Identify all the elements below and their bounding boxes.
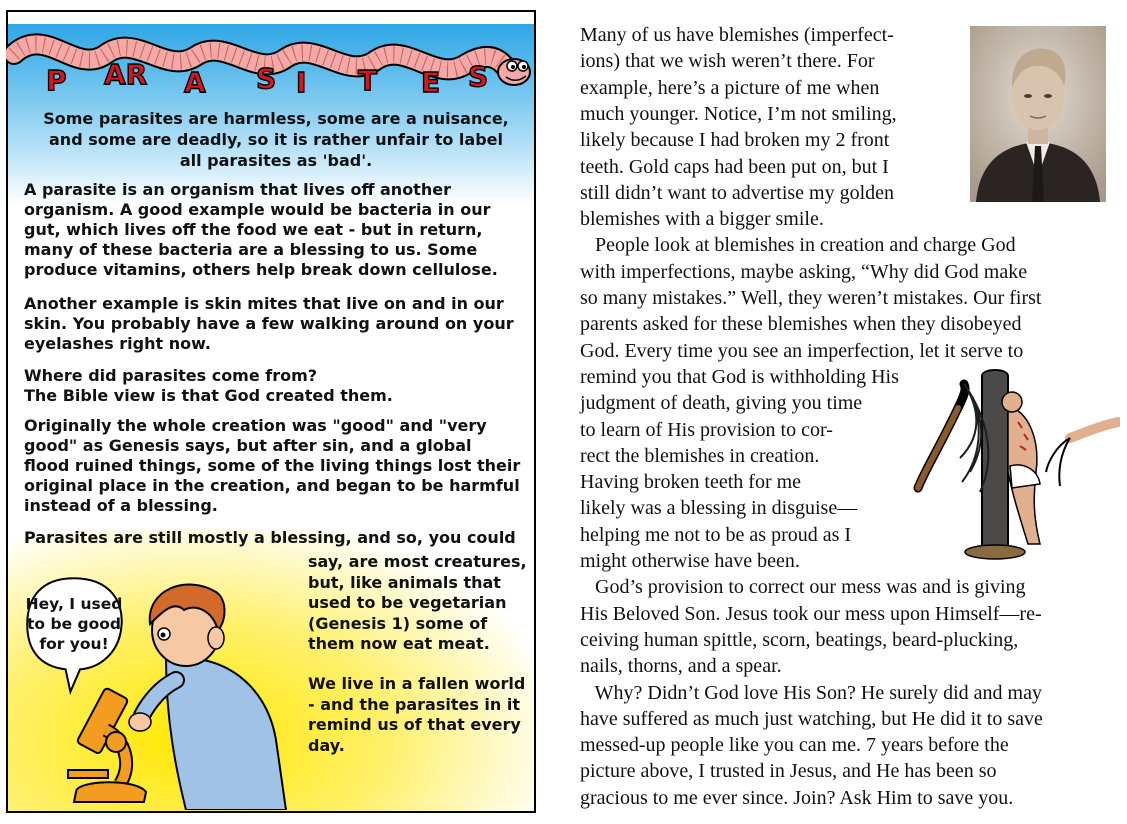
paragraph-origin	[24, 366, 522, 406]
banner-letter-ar: AR	[104, 58, 148, 91]
text-line: helping me not to be as proud as I	[580, 523, 852, 546]
parasites-comic-panel	[6, 10, 538, 815]
text-line: People look at blemishes in creation and charge God	[580, 234, 1016, 257]
text-line: to learn of His provision to cor-	[580, 418, 833, 441]
text-line: God. Every time you see an imperfection, let it serve to	[580, 339, 1024, 362]
text-line: have suffered as much just watching, but He did it to save	[580, 707, 1043, 730]
banner-letter-s: S	[256, 62, 277, 95]
intro-text: Some parasites are harmless, some are a nuisance, and some are deadly, so it is rather unfair to label all parasites as 'bad'.	[43, 109, 509, 170]
text-line: ions) that we wish weren’t there. For	[580, 50, 875, 73]
paragraph-blessing-continued: say, are most creatures, but, like animals that used to be vegetarian (Genesis 1) some of them now eat meat.	[308, 552, 527, 653]
paragraph-skin-mites: Another example is skin mites that live on and in our skin. You probably have a few walking around on your eyelashes right now.	[24, 294, 514, 353]
banner-letter-a: A	[184, 66, 206, 99]
text-line: teeth. Gold caps had been put on, but I	[580, 155, 889, 178]
text-line: parents asked for these blemishes when they disobeyed	[580, 313, 1022, 336]
parasites-banner-worm	[6, 10, 538, 110]
banner-letter-p: P	[46, 64, 67, 97]
text-line: judgment of death, giving you time	[580, 392, 863, 415]
portrait-photo	[970, 26, 1106, 202]
paragraph-creation: Originally the whole creation was "good" and "very good" as Genesis says, but after sin, and a global flood ruined things, some of the living things lost their original place in the creation, and began to be harmful instead of a blessing.	[24, 416, 521, 515]
text-line: likely was a blessing in disguise—	[580, 497, 858, 520]
scientist-microscope-illustration	[66, 570, 306, 810]
speech-bubble-text: Hey, I used to be good for you!	[25, 595, 123, 653]
text-line: ceiving human spittle, scorn, beatings, beard-plucking,	[580, 628, 1019, 651]
scourging-illustration	[900, 362, 1120, 562]
text-line: with imperfections, maybe asking, “Why did God make	[580, 260, 1028, 283]
origin-answer: The Bible view is that God created them.	[24, 386, 393, 405]
banner-letter-s2: S	[468, 60, 489, 93]
text-line: blemishes with a bigger smile.	[580, 208, 824, 231]
text-line: might otherwise have been.	[580, 550, 800, 572]
banner-letter-e: E	[421, 66, 441, 99]
text-line: so many mistakes.” Well, they weren’t mistakes. Our first	[580, 287, 1042, 309]
paragraph-definition: A parasite is an organism that lives off another organism. A good example would be bacteria in our gut, which lives off the food we eat - but in return, many of these bacteria are a blessing to us. Some produce vitamins, others help break down cellulose.	[24, 180, 498, 279]
text-line: remind you that God is withholding His	[580, 365, 899, 388]
paragraph-blessing-start: Parasites are still mostly a blessing, and so, you could	[24, 528, 516, 547]
text-line: likely because I had broken my 2 front	[580, 129, 890, 152]
text-line: Having broken teeth for me	[580, 471, 802, 494]
text-line: picture above, I trusted in Jesus, and He has been so	[580, 760, 997, 783]
text-line: Many of us have blemishes (imperfect-	[580, 24, 894, 46]
origin-question: Where did parasites come from?	[24, 366, 318, 385]
paragraph-fallen-world: We live in a fallen world - and the parasites in it remind us of that every day.	[308, 674, 526, 755]
text-line: messed-up people like you can me. 7 years before the	[580, 734, 1009, 757]
text-line: example, here’s a picture of me when	[580, 76, 880, 99]
text-line: Why? Didn’t God love His Son? He surely did and may	[580, 681, 1042, 704]
text-line: rect the blemishes in creation.	[580, 444, 820, 467]
banner-letter-i: I	[296, 66, 307, 99]
text-line: still didn’t want to advertise my golden	[580, 181, 895, 204]
banner-letter-t: T	[358, 64, 378, 97]
text-line: much younger. Notice, I’m not smiling,	[580, 102, 897, 125]
text-line: His Beloved Son. Jesus took our mess upon Himself—re-	[580, 602, 1042, 625]
text-line: gracious to me ever since. Join? Ask Him to save you.	[580, 786, 1014, 809]
text-line: nails, thorns, and a spear.	[580, 655, 782, 678]
text-line: God’s provision to correct our mess was and is giving	[580, 576, 1026, 599]
